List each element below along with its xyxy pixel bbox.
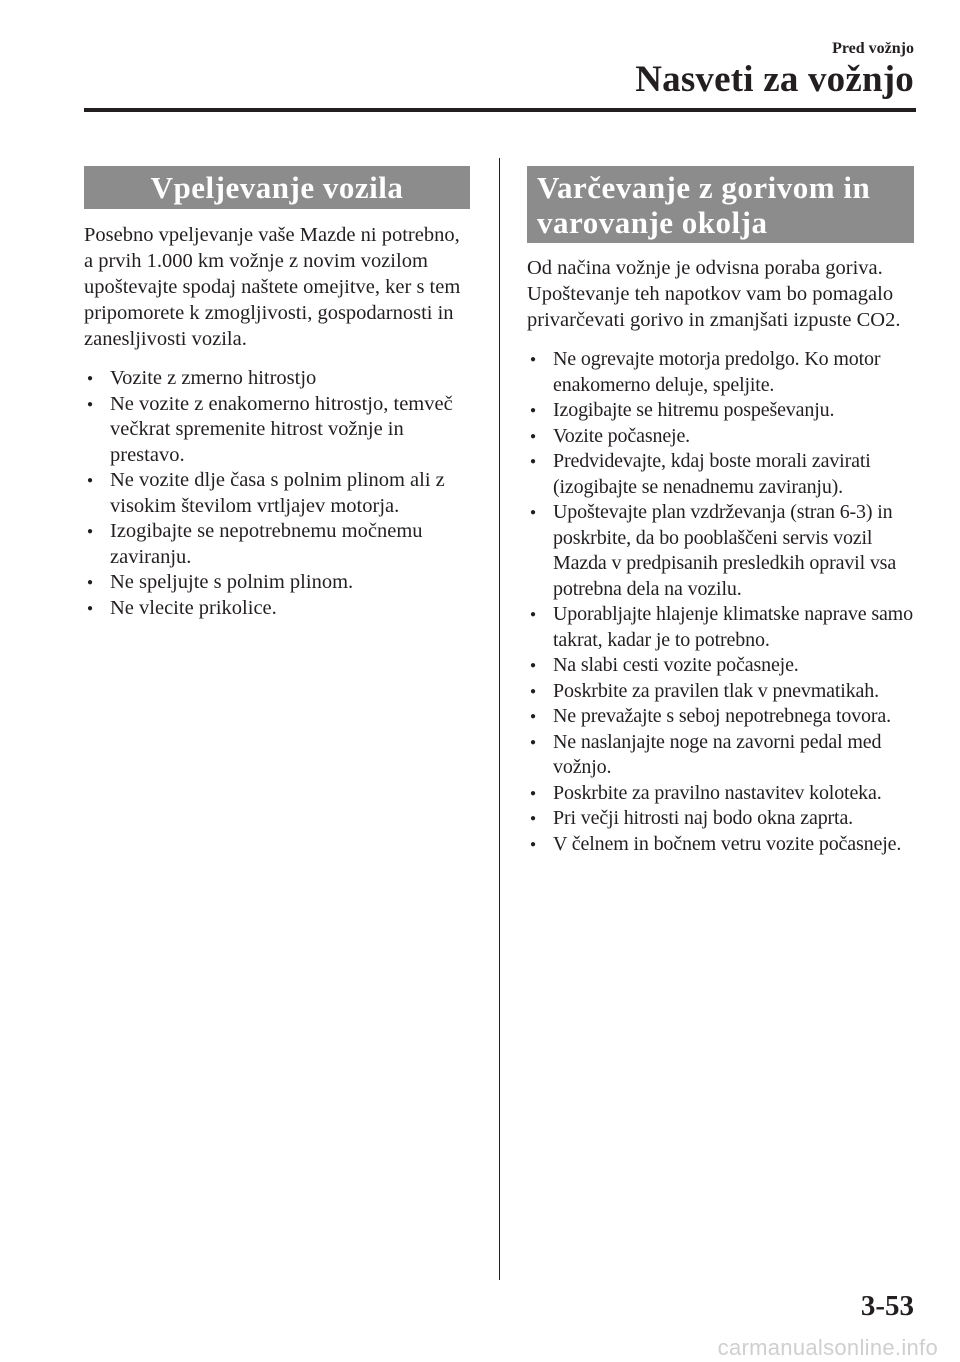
list-item: ● Ne vozite z enakomerno hitrostjo, temveč večkrat spremenite hitrost vožnje in prestavo.	[84, 392, 470, 469]
list-item: ● Izogibajte se hitremu pospeševanju.	[527, 398, 914, 424]
fuel-economy-intro: Od načina vožnje je odvisna poraba goriva. Upoštevanje teh napotkov vam bo pomagalo privarčevati gorivo in zmanjšati izpuste CO2.	[527, 257, 901, 331]
list-item: ● Ne prevažajte s seboj nepotrebnega tovora.	[527, 704, 914, 730]
list-item: ● Uporabljajte hlajenje klimatske naprave samo takrat, kadar je to potrebno.	[527, 602, 914, 653]
break-in-intro: Posebno vpeljevanje vaše Mazde ni potrebno, a prvih 1.000 km vožnje z novim vozilom upoštevajte spodaj naštete omejitve, ker s tem pripomorete k zmogljivosti, gospodarnosti in zanesljivosti vozila.	[84, 224, 461, 350]
list-item: ● Na slabi cesti vozite počasneje.	[527, 653, 914, 679]
list-item: ● V čelnem in bočnem vetru vozite počasneje.	[527, 832, 914, 858]
left-column	[84, 166, 470, 621]
list-item: ● Ne speljujte s polnim plinom.	[84, 570, 470, 596]
list-item: ● Vozite počasneje.	[527, 424, 914, 450]
list-item: ● Poskrbite za pravilno nastavitev koloteka.	[527, 781, 914, 807]
list-item: ● Ne ogrevajte motorja predolgo. Ko motor enakomerno deluje, speljite.	[527, 347, 914, 398]
list-item: ● Izogibajte se nepotrebnemu močnemu zaviranju.	[84, 519, 470, 570]
right-column	[527, 166, 914, 857]
list-item: ● Ne vlecite prikolice.	[84, 596, 470, 622]
chapter-title: Nasveti za vožnjo	[635, 59, 914, 100]
fuel-economy-list	[527, 347, 914, 857]
list-item: ● Poskrbite za pravilen tlak v pnevmatikah.	[527, 679, 914, 705]
list-item: ● Predvidevajte, kdaj boste morali zavirati (izogibajte se nenadnemu zaviranju).	[527, 449, 914, 500]
break-in-heading: Vpeljevanje vozila	[84, 166, 470, 209]
list-item: ● Ne vozite dlje časa s polnim plinom ali z visokim številom vrtljajev motorja.	[84, 468, 470, 519]
list-item: ● Upoštevajte plan vzdrževanja (stran 6-3) in poskrbite, da bo pooblaščeni servis vozil Mazda v predpisanih presledkih opravil vsa potrebna dela na vozilu.	[527, 500, 914, 602]
list-item: ● Ne naslanjajte noge na zavorni pedal med vožnjo.	[527, 730, 914, 781]
list-item: ● Vozite z zmerno hitrostjo	[84, 366, 470, 392]
break-in-list	[84, 366, 470, 621]
section-title: Pred vožnjo	[832, 40, 914, 57]
page-number: 3-53	[860, 1290, 914, 1322]
fuel-economy-heading: Varčevanje z gorivom in varovanje okolja	[527, 166, 914, 243]
column-divider	[499, 158, 500, 1280]
header-rule	[84, 108, 916, 112]
watermark-text: carmanualsonline.info	[717, 1335, 938, 1360]
list-item: ● Pri večji hitrosti naj bodo okna zaprta.	[527, 806, 914, 832]
